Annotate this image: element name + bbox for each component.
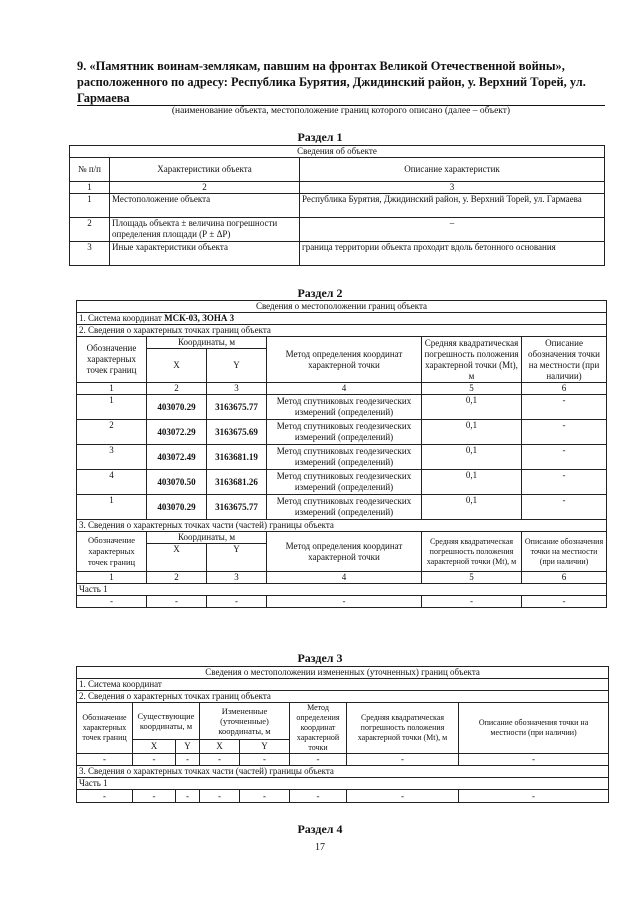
cell: Иные характеристики объекта <box>110 242 300 266</box>
cell-error: 0,1 <box>422 470 522 495</box>
cell-desc: - <box>522 420 607 445</box>
header-error: Средняя квадратическая погрешность положения характерной точки (Mt), м <box>422 337 522 383</box>
cell: - <box>77 754 133 766</box>
part-label: Часть 1 <box>77 584 607 596</box>
subsection-3: 3. Сведения о характерных точках части (частей) границы объекта <box>77 766 609 778</box>
cell: - <box>77 596 147 608</box>
coordinate-system <box>77 313 607 325</box>
table-row <box>77 754 609 766</box>
cell: 2 <box>70 218 110 242</box>
cell: - <box>347 754 459 766</box>
col-num: 6 <box>522 383 607 395</box>
header-changed-coords: Измененные (уточненные) координаты, м <box>200 703 290 740</box>
cell: - <box>290 754 347 766</box>
coordinate-system-label: 1. Система координат <box>79 313 165 323</box>
cell-y: 3163675.77 <box>207 495 267 520</box>
cell-x: 403072.29 <box>147 420 207 445</box>
cell: - <box>240 754 290 766</box>
cell-error: 0,1 <box>422 495 522 520</box>
table-row <box>70 218 605 242</box>
cell: - <box>176 754 200 766</box>
header-point: Обозначение характерных точек границ <box>77 532 147 572</box>
header-error: Средняя квадратическая погрешность положения характерной точки (Mt), м <box>422 532 522 572</box>
cell-point: 1 <box>77 495 147 520</box>
section3-title: Раздел 3 <box>297 651 343 665</box>
coordinate-system: 1. Система координат <box>77 679 609 691</box>
table-row <box>77 495 607 520</box>
cell-x: 403070.50 <box>147 470 207 495</box>
col-num: 2 <box>110 182 300 194</box>
col-num: 5 <box>422 383 522 395</box>
cell-y: 3163675.77 <box>207 395 267 420</box>
header-method: Метод определения координат характерной точки <box>267 532 422 572</box>
cell-y: 3163681.26 <box>207 470 267 495</box>
cell-error: 0,1 <box>422 395 522 420</box>
col-num: 5 <box>422 572 522 584</box>
cell: 3 <box>70 242 110 266</box>
col-num: 1 <box>77 572 147 584</box>
section3-table-title: Сведения о местоположении измененных (уточненных) границ объекта <box>77 667 609 679</box>
cell-method: Метод спутниковых геодезических измерений (определений) <box>267 470 422 495</box>
cell: - <box>133 754 176 766</box>
cell-method: Метод спутниковых геодезических измерений (определений) <box>267 495 422 520</box>
col-num: 4 <box>267 572 422 584</box>
part-label: Часть 1 <box>77 778 609 790</box>
header-y: Y <box>207 544 267 572</box>
section2-title: Раздел 2 <box>297 286 343 300</box>
cell: граница территории объекта проходит вдоль бетонного основания <box>300 242 605 266</box>
col-num: 3 <box>207 572 267 584</box>
cell-error: 0,1 <box>422 445 522 470</box>
cell-desc: - <box>522 395 607 420</box>
table-row <box>77 596 607 608</box>
cell-x: 403070.29 <box>147 395 207 420</box>
table-row <box>77 395 607 420</box>
cell: - <box>200 790 240 803</box>
section1-table <box>69 145 605 266</box>
heading-caption: (наименование объекта, местоположение границ которого описано (далее – объект) <box>171 106 511 116</box>
cell: - <box>200 754 240 766</box>
col-num: 1 <box>77 383 147 395</box>
header-characteristics: Характеристики объекта <box>110 158 300 182</box>
header-point: Обозначение характерных точек границ <box>77 703 133 754</box>
col-num: 1 <box>70 182 110 194</box>
col-num: 3 <box>300 182 605 194</box>
cell: - <box>290 790 347 803</box>
cell: - <box>207 596 267 608</box>
cell: - <box>176 790 200 803</box>
header-existing-coords: Существующие координаты, м <box>133 703 200 740</box>
col-num: 3 <box>207 383 267 395</box>
page-number: 17 <box>315 842 325 853</box>
cell: - <box>147 596 207 608</box>
cell-method: Метод спутниковых геодезических измерений (определений) <box>267 420 422 445</box>
coordinate-system-value: МСК-03, ЗОНА 3 <box>164 313 235 323</box>
header-y: Y <box>240 739 290 753</box>
header-error: Средняя квадратическая погрешность положения характерной точки (Mt), м <box>347 703 459 754</box>
col-num: 2 <box>147 572 207 584</box>
section1-title: Раздел 1 <box>297 130 343 144</box>
cell: - <box>422 596 522 608</box>
cell: – <box>300 218 605 242</box>
cell: - <box>77 790 133 803</box>
col-num: 6 <box>522 572 607 584</box>
header-y: Y <box>207 349 267 383</box>
header-point: Обозначение характерных точек границ <box>77 337 147 383</box>
table-row <box>70 242 605 266</box>
cell: - <box>240 790 290 803</box>
header-x: X <box>147 544 207 572</box>
cell-desc: - <box>522 445 607 470</box>
header-description: Описание характеристик <box>300 158 605 182</box>
col-num: 4 <box>267 383 422 395</box>
section4-title: Раздел 4 <box>297 822 343 836</box>
cell: - <box>522 596 607 608</box>
table-row <box>77 470 607 495</box>
header-x: X <box>147 349 207 383</box>
header-method: Метод определения координат характерной точки <box>267 337 422 383</box>
cell-method: Метод спутниковых геодезических измерений (определений) <box>267 395 422 420</box>
cell-error: 0,1 <box>422 420 522 445</box>
header-coords: Координаты, м <box>147 532 267 544</box>
cell: - <box>459 754 609 766</box>
cell-y: 3163681.19 <box>207 445 267 470</box>
section2-table-title: Сведения о местоположении границ объекта <box>77 301 607 313</box>
cell: Местоположение объекта <box>110 194 300 218</box>
cell-y: 3163675.69 <box>207 420 267 445</box>
cell: - <box>133 790 176 803</box>
subsection-2: 2. Сведения о характерных точках границ объекта <box>77 691 609 703</box>
table-row <box>77 790 609 803</box>
cell-point: 4 <box>77 470 147 495</box>
cell-desc: - <box>522 470 607 495</box>
cell: 1 <box>70 194 110 218</box>
header-method: Метод определения координат характерной точки <box>290 703 347 754</box>
header-desc: Описание обозначения точки на местности (при наличии) <box>522 532 607 572</box>
object-heading: 9. «Памятник воинам-землякам, павшим на фронтах Великой Отечественной войны», расположенного по адресу: Республика Бурятия, Джидинский район, у. Верхний Торей, ул. Гармаева <box>77 59 586 105</box>
cell: - <box>459 790 609 803</box>
cell-desc: - <box>522 495 607 520</box>
header-y: Y <box>176 739 200 753</box>
cell-point: 2 <box>77 420 147 445</box>
cell-x: 403070.29 <box>147 495 207 520</box>
table-row <box>77 445 607 470</box>
header-desc: Описание обозначения точки на местности (при наличии) <box>522 337 607 383</box>
table-row <box>70 194 605 218</box>
cell: - <box>267 596 422 608</box>
cell-x: 403072.49 <box>147 445 207 470</box>
subsection-3: 3. Сведения о характерных точках части (частей) границы объекта <box>77 520 607 532</box>
header-number: № п/п <box>70 158 110 182</box>
cell: Площадь объекта ± величина погрешности определения площади (Р ± ΔР) <box>110 218 300 242</box>
cell: - <box>347 790 459 803</box>
header-x: X <box>200 739 240 753</box>
section2-table <box>76 300 607 608</box>
header-coords: Координаты, м <box>147 337 267 349</box>
subsection-2: 2. Сведения о характерных точках границ объекта <box>77 325 607 337</box>
section1-table-title: Сведения об объекте <box>70 146 605 158</box>
cell-method: Метод спутниковых геодезических измерений (определений) <box>267 445 422 470</box>
header-desc: Описание обозначения точки на местности (при наличии) <box>459 703 609 754</box>
header-x: X <box>133 739 176 753</box>
section3-table <box>76 666 609 803</box>
cell: Республика Бурятия, Джидинский район, у. Верхний Торей, ул. Гармаева <box>300 194 605 218</box>
cell-point: 3 <box>77 445 147 470</box>
table-row <box>77 420 607 445</box>
col-num: 2 <box>147 383 207 395</box>
cell-point: 1 <box>77 395 147 420</box>
